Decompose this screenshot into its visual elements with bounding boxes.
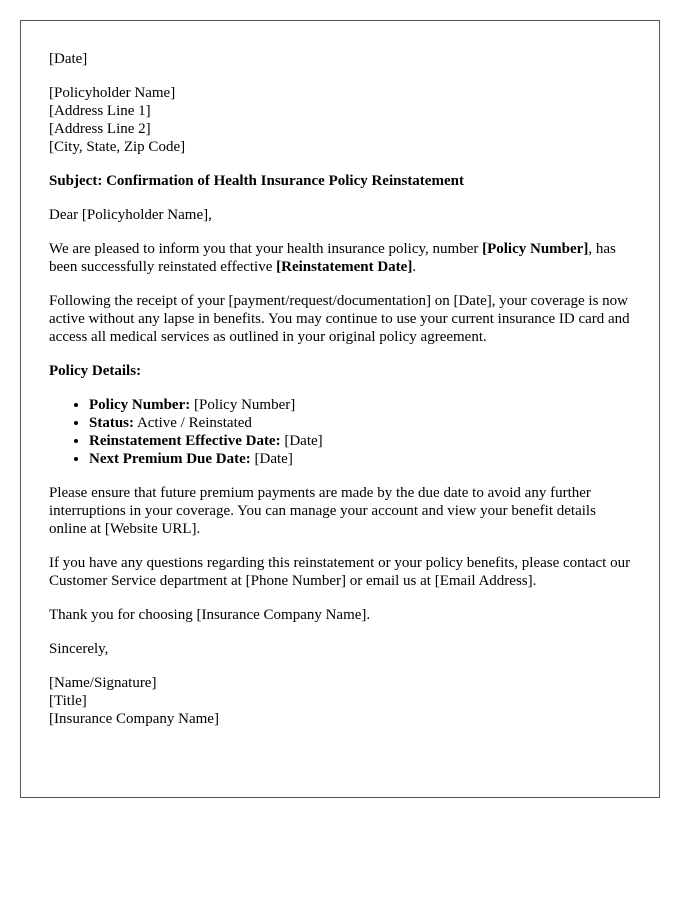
list-item: [89, 450, 631, 468]
signature-company: [Insurance Company Name]: [49, 711, 219, 727]
recipient-city-state-zip: [City, State, Zip Code]: [49, 139, 186, 155]
paragraph-contact: If you have any questions regarding this reinstatement or your policy benefits, please contact our Customer Service department at [Phone Number] or email us at [Email Address].: [49, 555, 631, 589]
intro-text-1: We are pleased to inform you that your health insurance policy, number: [49, 241, 483, 257]
recipient-address-line-1: [Address Line 1]: [49, 103, 151, 119]
signature-title: [Title]: [49, 693, 87, 709]
paragraph-payments: Please ensure that future premium payments are made by the due date to avoid any further interruptions in your coverage. You can manage your account and view your benefit details online at [Website URL].: [49, 485, 596, 537]
detail-label: Next Premium Due Date:: [89, 451, 251, 467]
detail-value: Active / Reinstated: [134, 415, 252, 431]
paragraph-coverage: Following the receipt of your [payment/request/documentation] on [Date], your coverage is now active without any lapse in benefits. You may continue to use your current insurance ID card and access all medical services as outlined in your original policy agreement.: [49, 293, 630, 345]
signature-block: [49, 674, 631, 728]
detail-value: [Date]: [250, 451, 293, 467]
intro-text-3: .: [412, 259, 417, 275]
detail-label: Reinstatement Effective Date:: [89, 433, 281, 449]
detail-value: [Date]: [280, 433, 323, 449]
policy-number-bold: [Policy Number]: [482, 241, 589, 257]
detail-value: [Policy Number]: [190, 397, 296, 413]
paragraph-thanks: Thank you for choosing [Insurance Company Name].: [49, 607, 371, 623]
subject-text: Subject: Confirmation of Health Insurance Policy Reinstatement: [49, 173, 464, 189]
signature-name: [Name/Signature]: [49, 675, 157, 691]
letter-date: [Date]: [49, 51, 88, 67]
subject-line: [49, 172, 631, 190]
policy-details-heading: [49, 362, 631, 380]
policy-details-heading-text: Policy Details:: [49, 363, 142, 379]
recipient-address-line-2: [Address Line 2]: [49, 121, 151, 137]
policy-details-list: [49, 396, 631, 468]
paragraph-intro: [49, 240, 631, 276]
list-item: [89, 432, 631, 450]
recipient-address: [49, 84, 631, 156]
letter-document: [20, 20, 660, 798]
intro-text-2: , has been successfully reinstated effective: [49, 241, 616, 275]
salutation: Dear [Policyholder Name],: [49, 207, 212, 223]
list-item: [89, 414, 631, 432]
closing: Sincerely,: [49, 641, 109, 657]
detail-label: Policy Number:: [89, 397, 191, 413]
list-item: [89, 396, 631, 414]
reinstatement-date-bold: [Reinstatement Date]: [276, 259, 413, 275]
recipient-name: [Policyholder Name]: [49, 85, 176, 101]
detail-label: Status:: [89, 415, 135, 431]
